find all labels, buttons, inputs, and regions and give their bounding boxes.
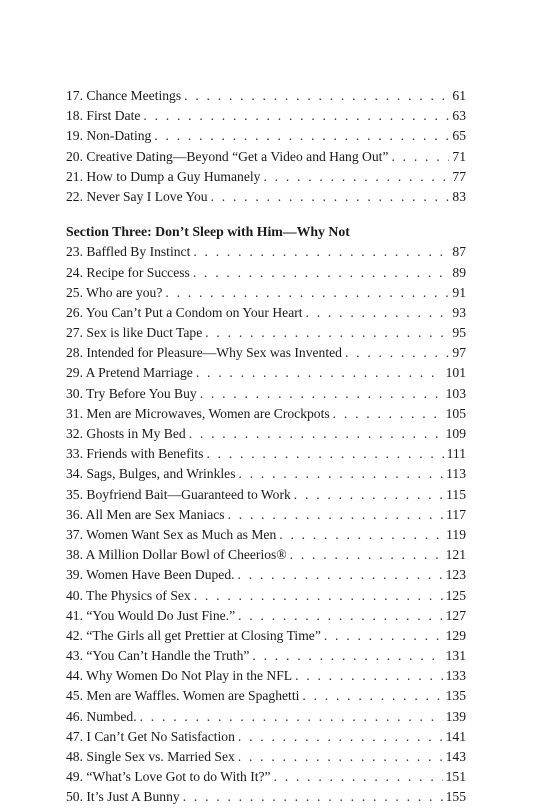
toc-entry-page-number: 123	[445, 567, 466, 583]
toc-entry	[66, 565, 466, 585]
dot-leader	[302, 686, 442, 706]
dot-leader	[263, 167, 449, 187]
toc-entry-page-number: 151	[445, 769, 466, 785]
dot-leader	[194, 586, 443, 606]
toc-entry-title: 25. Who are you?	[66, 284, 163, 300]
toc-entry-page-number: 105	[445, 405, 466, 421]
dot-leader	[184, 86, 449, 106]
toc-entry	[66, 505, 466, 525]
toc-entry-title: 30. Try Before You Buy	[66, 385, 197, 401]
toc-entry-page-number: 65	[452, 128, 466, 144]
dot-leader	[205, 323, 449, 343]
toc-entry-title: 27. Sex is like Duct Tape	[66, 325, 203, 341]
toc-entry-page-number: 95	[452, 325, 466, 341]
toc-entry-page-number: 131	[445, 648, 466, 664]
toc-entry-page-number: 87	[452, 244, 466, 260]
toc-entry	[66, 167, 466, 187]
toc-entry-title: 50. It’s Just A Bunny	[66, 789, 180, 805]
toc-entry	[66, 126, 466, 146]
dot-leader	[189, 424, 443, 444]
toc-entry-page-number: 91	[452, 284, 466, 300]
toc-entry-title: 36. All Men are Sex Maniacs	[66, 506, 225, 522]
toc-entry	[66, 323, 466, 343]
toc-entry-title: 45. Men are Waffles. Women are Spaghetti	[66, 688, 300, 704]
toc-entry-page-number: 115	[446, 486, 466, 502]
toc-entry-page-number: 61	[452, 88, 466, 103]
toc-entry-title: 35. Boyfriend Bait—Guaranteed to Work	[66, 486, 291, 502]
dot-leader	[196, 363, 443, 383]
toc-entry-title: 24. Recipe for Success	[66, 264, 190, 280]
toc-entry-title: 48. Single Sex vs. Married Sex	[66, 749, 235, 764]
toc-entry	[66, 646, 466, 666]
toc-entry-title: 41. “You Would Do Just Fine.”	[66, 607, 236, 623]
toc-entry-title: 28. Intended for Pleasure—Why Sex was Invented	[66, 345, 342, 361]
toc-entry	[66, 707, 466, 727]
toc-entry-title: 34. Sags, Bulges, and Wrinkles	[66, 466, 236, 482]
toc-entry-page-number: 83	[452, 188, 466, 204]
toc-entry-title: 43. “You Can’t Handle the Truth”	[66, 648, 250, 664]
toc-entry-title: 49. “What’s Love Got to do With It?”	[66, 769, 271, 785]
toc-entry-title: 21. How to Dump a Guy Humanely	[66, 168, 261, 184]
dot-leader	[183, 787, 443, 807]
dot-leader	[211, 187, 450, 207]
toc-entry	[66, 86, 466, 106]
toc-entry-title: 33. Friends with Benefits	[66, 446, 204, 462]
table-of-contents	[66, 86, 466, 808]
toc-entry	[66, 147, 466, 167]
toc-entry-title: 38. A Million Dollar Bowl of Cheerios®	[66, 547, 287, 563]
toc-entry-page-number: 71	[452, 148, 466, 164]
dot-leader	[295, 666, 443, 686]
section-heading: Section Three: Don’t Sleep with Him—Why Not	[66, 224, 350, 240]
toc-entry-page-number: 113	[446, 466, 466, 482]
toc-entry-page-number: 109	[445, 426, 466, 441]
dot-leader	[165, 283, 449, 303]
toc-entry	[66, 606, 466, 626]
toc-entry	[66, 666, 466, 686]
toc-entry-title: 39. Women Have Been Duped.	[66, 567, 235, 583]
dot-leader	[274, 767, 443, 787]
toc-entry-page-number: 103	[445, 385, 466, 401]
toc-entry-title: 19. Non-Dating	[66, 128, 152, 144]
toc-entry	[66, 106, 466, 126]
toc-entry	[66, 787, 466, 807]
dot-leader	[238, 606, 443, 626]
dot-leader	[324, 626, 443, 646]
dot-leader	[290, 545, 443, 565]
dot-leader	[345, 343, 449, 363]
toc-entry-page-number: 101	[445, 365, 466, 381]
toc-entry-title: 29. A Pretend Marriage	[66, 365, 193, 381]
toc-entry	[66, 626, 466, 646]
toc-entry-title: 46. Numbed.	[66, 708, 137, 724]
toc-entry-page-number: 97	[452, 345, 466, 361]
toc-entry-page-number: 127	[445, 607, 466, 623]
dot-leader	[391, 147, 449, 167]
toc-entry-page-number: 111	[446, 446, 466, 462]
toc-entry	[66, 404, 466, 424]
toc-entry	[66, 464, 466, 484]
dot-leader	[154, 126, 449, 146]
dot-leader	[238, 565, 443, 585]
toc-entry-page-number: 63	[452, 108, 466, 124]
toc-entry-page-number: 93	[452, 304, 466, 320]
toc-entry	[66, 767, 466, 787]
toc-entry	[66, 242, 466, 262]
toc-entry-title: 23. Baffled By Instinct	[66, 244, 191, 260]
toc-entry-page-number: 135	[445, 688, 466, 704]
toc-entry-page-number: 121	[445, 547, 466, 563]
toc-entry-page-number: 133	[445, 668, 466, 684]
toc-entry-title: 31. Men are Microwaves, Women are Crockpots	[66, 405, 330, 421]
toc-entry-page-number: 129	[445, 627, 466, 643]
toc-entry-page-number: 139	[445, 708, 466, 724]
toc-entry-page-number: 77	[452, 168, 466, 184]
toc-entry	[66, 525, 466, 545]
toc-entry	[66, 727, 466, 747]
toc-entry	[66, 485, 466, 505]
toc-entry	[66, 363, 466, 383]
toc-entry-page-number: 141	[445, 728, 466, 744]
toc-entry-title: 32. Ghosts in My Bed	[66, 426, 186, 441]
toc-entry-title: 18. First Date	[66, 108, 141, 124]
toc-entry-title: 47. I Can’t Get No Satisfaction	[66, 728, 235, 744]
toc-entry-title: 42. “The Girls all get Prettier at Closing Time”	[66, 627, 321, 643]
toc-entry-page-number: 155	[445, 789, 466, 805]
toc-entry	[66, 444, 466, 464]
toc-entry	[66, 545, 466, 565]
toc-entry	[66, 283, 466, 303]
dot-leader	[239, 464, 444, 484]
toc-entry-page-number: 143	[445, 749, 466, 764]
toc-entry	[66, 747, 466, 767]
toc-entry-title: 44. Why Women Do Not Play in the NFL	[66, 668, 293, 684]
dot-leader	[200, 384, 443, 404]
dot-leader	[193, 263, 450, 283]
dot-leader	[143, 106, 449, 126]
toc-entry	[66, 263, 466, 283]
toc-entry-page-number: 89	[452, 264, 466, 280]
toc-entry	[66, 384, 466, 404]
toc-entry	[66, 586, 466, 606]
dot-leader	[306, 303, 450, 323]
dot-leader	[206, 444, 443, 464]
dot-leader	[140, 707, 443, 727]
toc-group-section-two	[66, 86, 466, 207]
dot-leader	[333, 404, 443, 424]
toc-entry-title: 26. You Can’t Put a Condom on Your Heart	[66, 304, 303, 320]
dot-leader	[238, 747, 443, 767]
dot-leader	[294, 485, 443, 505]
toc-entry-title: 20. Creative Dating—Beyond “Get a Video and Hang Out”	[66, 148, 389, 164]
toc-entry-title: 40. The Physics of Sex	[66, 587, 191, 603]
toc-entry	[66, 686, 466, 706]
dot-leader	[279, 525, 443, 545]
toc-group-section-three	[66, 242, 466, 807]
dot-leader	[238, 727, 443, 747]
toc-entry	[66, 424, 466, 444]
toc-entry-title: 17. Chance Meetings	[66, 88, 182, 103]
dot-leader	[252, 646, 442, 666]
toc-entry-title: 37. Women Want Sex as Much as Men	[66, 526, 277, 542]
toc-entry	[66, 343, 466, 363]
toc-entry-page-number: 119	[446, 526, 466, 542]
toc-entry-page-number: 117	[446, 506, 466, 522]
dot-leader	[228, 505, 444, 525]
toc-entry	[66, 187, 466, 207]
toc-entry	[66, 303, 466, 323]
toc-entry-title: 22. Never Say I Love You	[66, 188, 208, 204]
dot-leader	[193, 242, 449, 262]
toc-entry-page-number: 125	[445, 587, 466, 603]
